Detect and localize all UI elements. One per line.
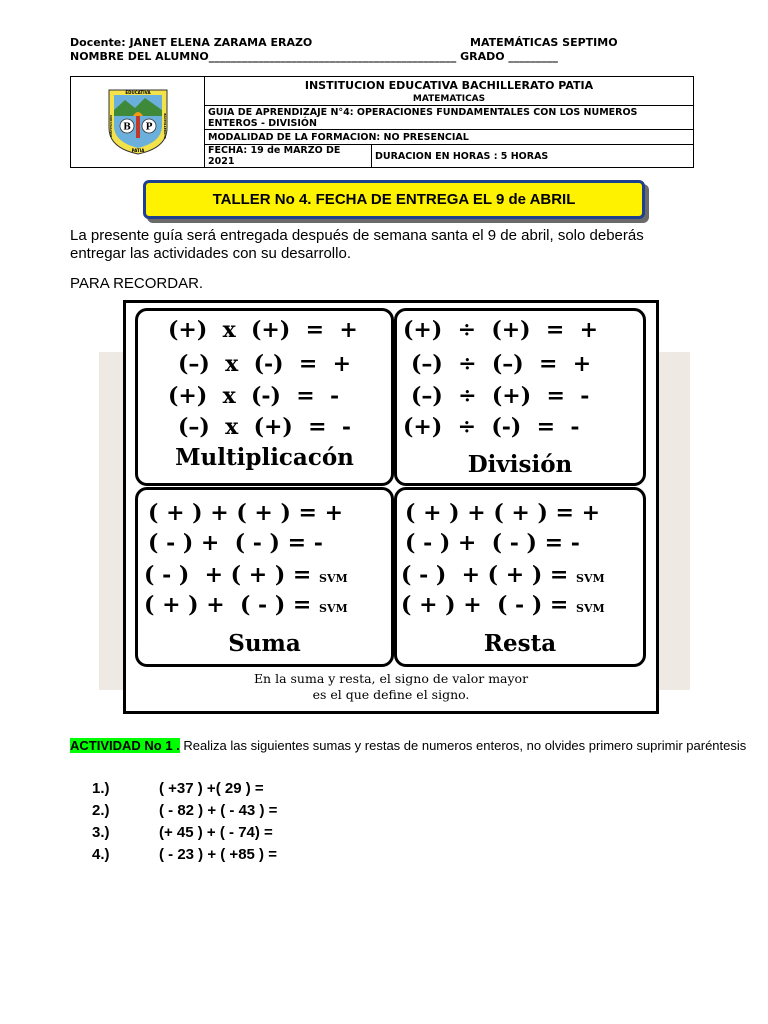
exercise-expression: ( +37 ) +( 29 ) =: [159, 780, 264, 797]
rule-row: (–) x (-) = +: [178, 351, 352, 377]
faded-photo-left: [99, 352, 123, 690]
intro-paragraph: La presente guía será entregada después de semana santa el 9 de abril, solo deberás entregar las actividades con su desarrollo.: [70, 227, 644, 262]
logo-initial-p: P: [145, 122, 152, 132]
sign-rules-diagram: [123, 300, 659, 714]
division-title: División: [467, 451, 573, 478]
rule-row: [401, 562, 643, 588]
rule-text: ( - ) + ( + ) =: [144, 562, 320, 588]
rule-row: [401, 592, 643, 618]
date-label: FECHA: 19 de MARZO DE 2021: [205, 145, 372, 168]
rule-row: ( + ) + ( + ) = +: [148, 500, 344, 526]
multiplication-rules: [135, 308, 394, 486]
exercise-item: [92, 780, 264, 797]
guide-title: GUIA DE APRENDIZAJE N°4: OPERACIONES FUNDAMENTALES CON LOS NUMEROS ENTEROS - DIVISIÓN: [205, 106, 694, 130]
rule-row: (–) ÷ (–) = +: [411, 351, 592, 377]
subtraction-title: Resta: [483, 630, 557, 657]
exercise-number: 2.): [92, 802, 110, 819]
svm-label: SVM: [319, 572, 348, 585]
exercise-item: [92, 824, 273, 841]
rule-text: ( - ) + ( + ) =: [401, 562, 577, 588]
sign-rule-footnote: [126, 671, 656, 703]
svm-label: SVM: [576, 572, 605, 585]
rule-row: (+) ÷ (-) = -: [403, 414, 580, 440]
rule-row: [144, 592, 391, 618]
rule-row: (+) ÷ (+) = +: [403, 317, 599, 343]
activity-instructions: [70, 738, 760, 754]
reminder-heading: PARA RECORDAR.: [70, 275, 204, 292]
exercise-number: 1.): [92, 780, 110, 797]
rule-row: (–) ÷ (+) = -: [411, 383, 590, 409]
subtraction-rules: [394, 487, 646, 667]
area-label: MATEMATICAS: [205, 94, 694, 106]
division-rules: [394, 308, 646, 486]
footnote-line: es el que define el signo.: [312, 687, 470, 702]
subject-label: MATEMÁTICAS SEPTIMO: [470, 36, 618, 49]
logo-initial-b: B: [122, 122, 131, 132]
svm-label: SVM: [576, 602, 605, 615]
rule-row: ( + ) + ( + ) = +: [405, 500, 601, 526]
rule-row: [144, 562, 391, 588]
logo-text-bottom: PATIA: [131, 147, 144, 153]
modality-label: MODALIDAD DE LA FORMACION: NO PRESENCIAL: [205, 130, 694, 145]
activity-label: ACTIVIDAD No 1 .: [70, 738, 180, 753]
institution-table: [70, 76, 694, 168]
exercise-number: 4.): [92, 846, 110, 863]
exercise-expression: ( - 23 ) + ( +85 ) =: [159, 846, 277, 863]
faded-photo-right: [656, 352, 690, 690]
exercise-item: [92, 846, 277, 863]
exercise-number: 3.): [92, 824, 110, 841]
logo-text-left: INSTITUCIÓN: [108, 114, 113, 137]
workshop-banner: TALLER No 4. FECHA DE ENTREGA EL 9 de ABRIL: [143, 180, 645, 219]
logo-text-top: EDUCATIVA: [124, 89, 151, 95]
footnote-line: En la suma y resta, el signo de valor mayor: [253, 671, 529, 686]
teacher-name: Docente: JANET ELENA ZARAMA ERAZO: [70, 36, 313, 49]
exercise-expression: (+ 45 ) + ( - 74) =: [159, 824, 273, 841]
rule-row: ( - ) + ( - ) = -: [405, 530, 580, 556]
multiplication-title: Multiplicacón: [175, 444, 354, 471]
exercise-item: [92, 802, 277, 819]
addition-rules: [135, 487, 394, 667]
school-crest-icon: [103, 86, 173, 156]
activity-text: Realiza las siguientes sumas y restas de numeros enteros, no olvides primero suprimir paréntesis: [179, 738, 747, 753]
logo-text-right: BACHILLERATO: [162, 112, 167, 139]
exercise-expression: ( - 82 ) + ( - 43 ) =: [159, 802, 278, 819]
rule-row: (–) x (+) = -: [178, 414, 352, 440]
rule-row: (+) x (+) = +: [168, 317, 358, 343]
rule-row: (+) x (-) = -: [168, 383, 340, 409]
rule-row: ( - ) + ( - ) = -: [148, 530, 323, 556]
school-logo-cell: [71, 77, 205, 168]
addition-title: Suma: [228, 630, 301, 657]
institution-name: INSTITUCION EDUCATIVA BACHILLERATO PATIA: [205, 77, 694, 94]
rule-text: ( + ) + ( - ) =: [144, 592, 320, 618]
duration-label: DURACION EN HORAS : 5 HORAS: [372, 145, 694, 168]
svm-label: SVM: [319, 602, 348, 615]
student-name-line: NOMBRE DEL ALUMNO_____________________________________________ GRADO _________: [70, 50, 558, 63]
rule-text: ( + ) + ( - ) =: [401, 592, 577, 618]
